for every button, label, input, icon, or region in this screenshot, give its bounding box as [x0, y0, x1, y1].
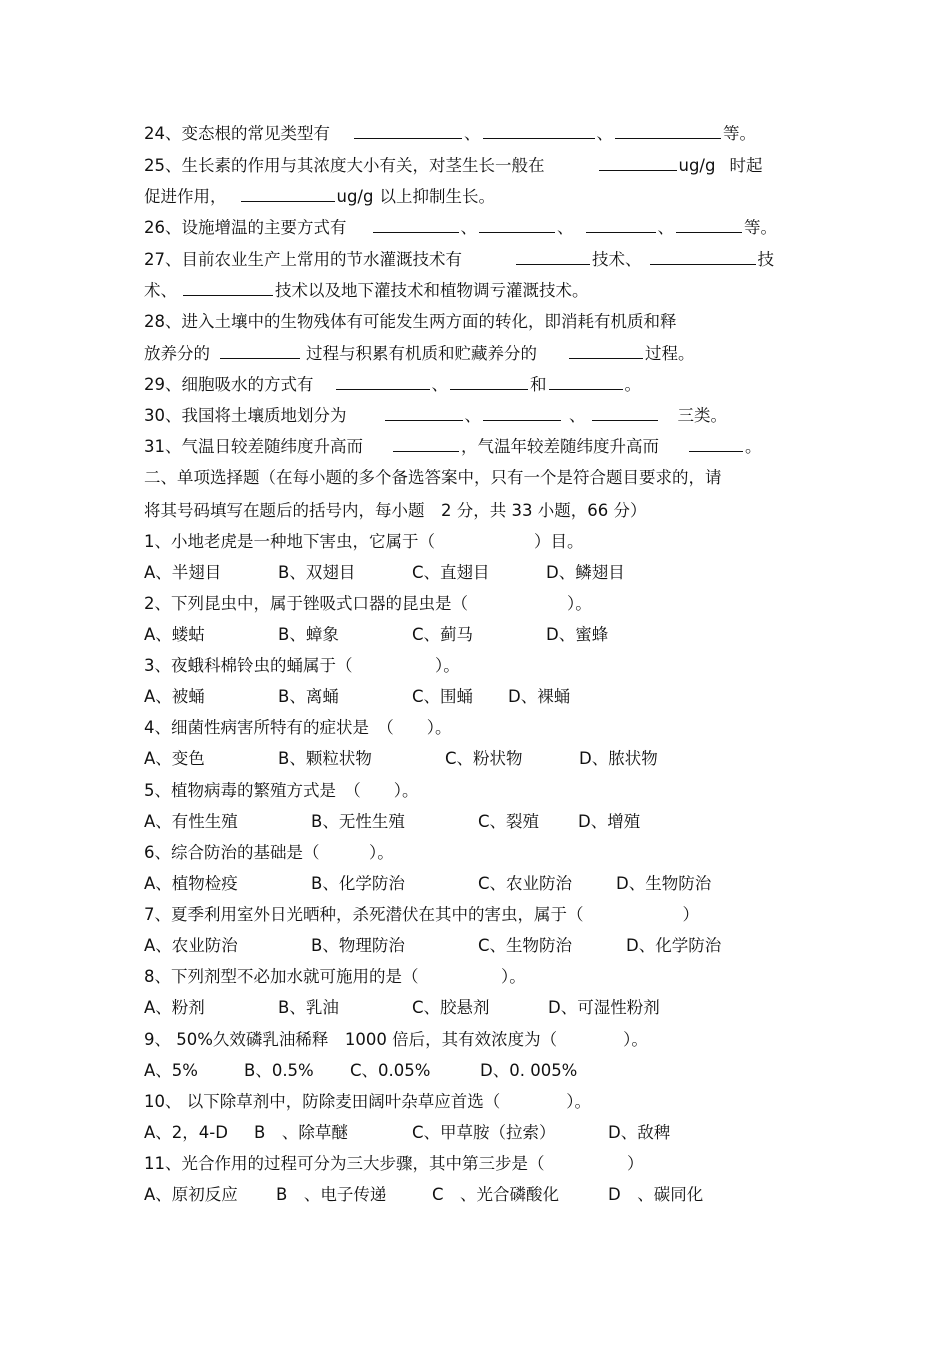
option-a[interactable]: A、粉剂 — [144, 998, 205, 1017]
option-b[interactable]: B、无性生殖 — [311, 812, 405, 831]
question-text: 30、我国将土壤质地划分为 — [144, 406, 347, 425]
option-b[interactable]: B、乳油 — [278, 998, 339, 1017]
option-b[interactable]: B、化学防治 — [311, 874, 405, 893]
question-27: 27、目前农业生产上常用的节水灌溉技术有 技术、 技 — [144, 250, 774, 269]
answer-blank[interactable] — [569, 342, 643, 359]
answer-blank[interactable] — [689, 435, 743, 452]
answer-blank[interactable] — [483, 122, 595, 139]
mc-question-10: 10、 以下除草剂中，防除麦田阔叶杂草应首选（ ）。 — [144, 1092, 591, 1111]
option-a[interactable]: A、半翅目 — [144, 563, 222, 582]
option-c[interactable]: C、裂殖 — [478, 812, 540, 831]
option-c[interactable]: C、蓟马 — [412, 625, 474, 644]
option-d[interactable]: D 、碳同化 — [608, 1185, 704, 1204]
mc-question-7: 7、夏季利用室外日光晒种，杀死潜伏在其中的害虫，属于（ ） — [144, 905, 699, 924]
option-d[interactable]: D、鳞翅目 — [546, 563, 625, 582]
option-b[interactable]: B、蟑象 — [278, 625, 339, 644]
option-c[interactable]: C、0.05% — [350, 1061, 431, 1080]
answer-blank[interactable] — [599, 154, 677, 171]
option-b[interactable]: B、离蛹 — [278, 687, 339, 706]
option-b[interactable]: B、颗粒状物 — [278, 749, 372, 768]
mc-options-4 — [144, 748, 658, 770]
option-b[interactable]: B、双翅目 — [278, 563, 356, 582]
option-d[interactable]: D、增殖 — [578, 812, 641, 831]
question-30: 30、我国将土壤质地划分为 、 、 三类。 — [144, 406, 727, 425]
answer-blank[interactable] — [676, 216, 742, 233]
question-25-cont: 促进作用， ug/g 以上抑制生长。 — [144, 187, 495, 206]
answer-blank[interactable] — [549, 373, 623, 390]
option-a[interactable]: A、有性生殖 — [144, 812, 238, 831]
option-d[interactable]: D、脓状物 — [579, 749, 658, 768]
mc-question-11: 11、光合作用的过程可分为三大步骤，其中第三步是（ ） — [144, 1154, 644, 1173]
mc-options-11 — [144, 1184, 703, 1206]
section-2-instructions: 将其号码填写在题后的括号内，每小题 2 分，共 33 小题，66 分） — [144, 501, 647, 520]
option-c[interactable]: C、粉状物 — [445, 749, 523, 768]
option-a[interactable]: A、被蛹 — [144, 687, 205, 706]
option-b[interactable]: B 、电子传递 — [276, 1185, 387, 1204]
question-29: 29、细胞吸水的方式有 、 和 。 — [144, 375, 641, 394]
mc-options-1 — [144, 562, 625, 584]
option-b[interactable]: B、0.5% — [244, 1061, 314, 1080]
mc-question-5: 5、植物病毒的繁殖方式是 （ ）。 — [144, 781, 419, 800]
option-c[interactable]: C 、光合磷酸化 — [432, 1185, 560, 1204]
section-2-heading: 二、单项选择题（在每小题的多个备选答案中，只有一个是符合题目要求的，请 — [144, 468, 722, 487]
question-26: 26、设施增温的主要方式有 、 、 、 等。 — [144, 218, 777, 237]
option-c[interactable]: C、直翅目 — [412, 563, 490, 582]
option-a[interactable]: A、农业防治 — [144, 936, 238, 955]
mc-question-9: 9、 50%久效磷乳油稀释 1000 倍后，其有效浓度为（ ）。 — [144, 1030, 648, 1049]
option-d[interactable]: D、裸蛹 — [508, 687, 571, 706]
mc-question-1: 1、小地老虎是一种地下害虫，它属于（ ）目。 — [144, 532, 584, 551]
option-d[interactable]: D、0. 005% — [480, 1061, 578, 1080]
answer-blank[interactable] — [650, 248, 756, 265]
mc-options-10 — [144, 1122, 670, 1144]
mc-options-9 — [144, 1060, 577, 1082]
answer-blank[interactable] — [336, 373, 430, 390]
option-b[interactable]: B、物理防治 — [311, 936, 405, 955]
mc-question-8: 8、下列剂型不必加水就可施用的是（ ）。 — [144, 967, 526, 986]
mc-options-6 — [144, 873, 711, 895]
mc-options-7 — [144, 935, 721, 957]
mc-options-3 — [144, 686, 570, 708]
question-text: 31、气温日较差随纬度升高而 — [144, 437, 363, 456]
option-c[interactable]: C、生物防治 — [478, 936, 573, 955]
option-a[interactable]: A、5% — [144, 1061, 198, 1080]
question-27-cont: 术、 技术以及地下灌技术和植物调亏灌溉技术。 — [144, 281, 589, 300]
option-a[interactable]: A、2，4-D — [144, 1123, 228, 1142]
option-d[interactable]: D、敌稗 — [608, 1123, 671, 1142]
option-c[interactable]: C、甲草胺（拉索） — [412, 1123, 556, 1142]
question-28-cont: 放养分的 过程与积累有机质和贮藏养分的 过程。 — [144, 344, 695, 363]
question-text: 25、生长素的作用与其浓度大小有关，对茎生长一般在 — [144, 156, 545, 175]
mc-question-2: 2、下列昆虫中，属于锉吸式口器的昆虫是（ ）。 — [144, 594, 592, 613]
question-text: 29、细胞吸水的方式有 — [144, 375, 314, 394]
answer-blank[interactable] — [373, 216, 459, 233]
option-d[interactable]: D、化学防治 — [626, 936, 722, 955]
mc-question-6: 6、综合防治的基础是（ ）。 — [144, 843, 394, 862]
answer-blank[interactable] — [516, 248, 590, 265]
question-25: 25、生长素的作用与其浓度大小有关，对茎生长一般在 ug/g 时起 — [144, 156, 763, 175]
question-text: 27、目前农业生产上常用的节水灌溉技术有 — [144, 250, 462, 269]
option-c[interactable]: C、农业防治 — [478, 874, 573, 893]
question-28 — [144, 311, 677, 333]
option-d[interactable]: D、可湿性粉剂 — [548, 998, 660, 1017]
option-c[interactable]: C、围蛹 — [412, 687, 474, 706]
answer-blank[interactable] — [354, 122, 462, 139]
question-text: 24、变态根的常见类型有 — [144, 124, 330, 143]
answer-blank[interactable] — [586, 216, 656, 233]
question-31: 31、气温日较差随纬度升高而 ，气温年较差随纬度升高而 。 — [144, 437, 762, 456]
option-a[interactable]: A、植物检疫 — [144, 874, 238, 893]
answer-blank[interactable] — [450, 373, 528, 390]
answer-blank[interactable] — [479, 216, 555, 233]
option-b[interactable]: B 、除草醚 — [254, 1123, 348, 1142]
option-d[interactable]: D、蜜蜂 — [546, 625, 609, 644]
answer-blank[interactable] — [393, 435, 459, 452]
option-d[interactable]: D、生物防治 — [616, 874, 712, 893]
mc-question-4: 4、细菌性病害所特有的症状是 （ ）。 — [144, 718, 452, 737]
answer-blank[interactable] — [592, 404, 658, 421]
answer-blank[interactable] — [220, 342, 300, 359]
answer-blank[interactable] — [483, 404, 561, 421]
option-a[interactable]: A、原初反应 — [144, 1185, 238, 1204]
question-text: 28、进入土壤中的生物残体有可能发生两方面的转化，即消耗有机质和释 — [144, 312, 677, 331]
question-24: 24、变态根的常见类型有 、 、 等。 — [144, 124, 756, 143]
option-a[interactable]: A、变色 — [144, 749, 205, 768]
option-c[interactable]: C、胶悬剂 — [412, 998, 490, 1017]
option-a[interactable]: A、蝼蛄 — [144, 625, 205, 644]
mc-options-8 — [144, 997, 660, 1019]
answer-blank[interactable] — [183, 279, 273, 296]
answer-blank[interactable] — [385, 404, 463, 421]
mc-options-2 — [144, 624, 608, 646]
question-text: 26、设施增温的主要方式有 — [144, 218, 347, 237]
answer-blank[interactable] — [615, 122, 721, 139]
mc-question-3: 3、夜蛾科棉铃虫的蛹属于（ ）。 — [144, 656, 460, 675]
answer-blank[interactable] — [241, 185, 335, 202]
mc-options-5 — [144, 811, 640, 833]
